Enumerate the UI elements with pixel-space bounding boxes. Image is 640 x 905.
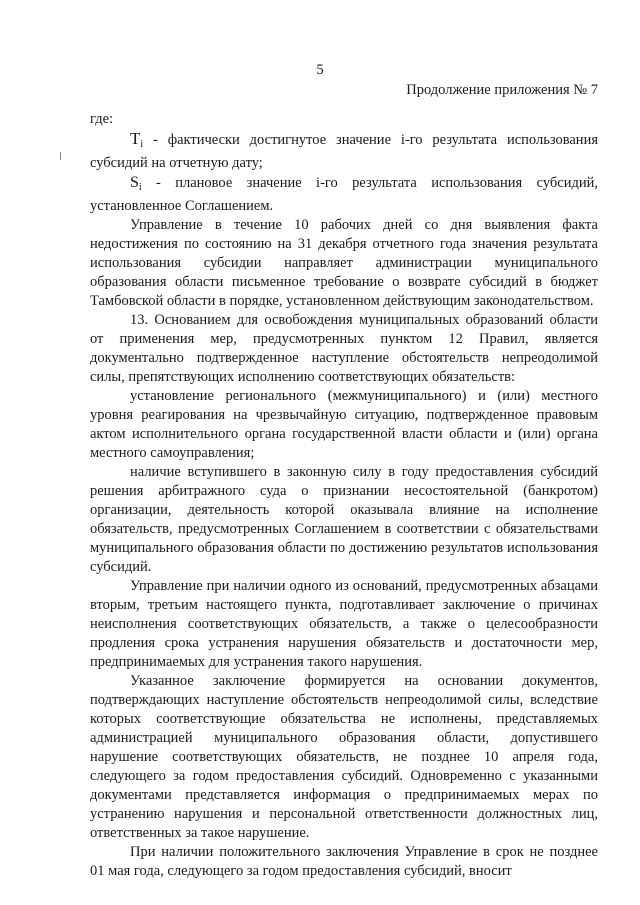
t-subscript: i (140, 139, 144, 150)
definition-t (90, 129, 598, 173)
paragraph-refund-requirement: Управление в течение 10 рабочих дней со дня выявления факта недостижения по состоянию на 31 декабря отчетного года значения результата использования субсидии направляет администрации муниципального образования области письменное требование о возврате субсидий в бюджет Тамбовской области в порядке, установленном действующим законодательством. (90, 217, 598, 309)
paragraph-13-grounds: 13. Основанием для освобождения муниципальных образований области от применения мер, предусмотренных пунктом 12 Правил, является документально подтвержденное наступление обстоятельств непреодолимой силы, препятствующих исполнению соответствующих обязательств: (90, 312, 598, 385)
definition-s (90, 173, 598, 216)
paragraph-conclusion: Управление при наличии одного из оснований, предусмотренных абзацами вторым, третьим настоящего пункта, подготавливает заключение о причинах неисполнения соответствующих обязательств, а также о целесообразности продления срока устранения нарушения обязательств и достаточности мер, предпринимаемых для устранения такого нарушения. (90, 578, 598, 670)
paragraph-positive-conclusion: При наличии положительного заключения Управление в срок не позднее 01 мая года, следующего за годом предоставления субсидий, вносит (90, 844, 598, 879)
paragraph-documents: Указанное заключение формируется на основании документов, подтверждающих наступление обстоятельств непреодолимой силы, вследствие которых соответствующие обязательства не исполнены, представляемых администрацией муниципального образования области, допустившего нарушение соответствующих обязательств, не позднее 10 апреля года, следующего за годом предоставления субсидий. Одновременно с указанными документами представляется информация о предпринимаемых мерах по устранению нарушения и персональной ответственности должностных лиц, ответственных за такое нарушение. (90, 673, 598, 841)
margin-mark (60, 152, 61, 160)
t-symbol: T (130, 129, 141, 148)
where-label: где: (90, 111, 114, 127)
paragraph-bankruptcy: наличие вступившего в законную силу в году предоставления субсидий решения арбитражного суда о признании несостоятельной (банкротом) организации, деятельность которой оказывала влияние на исполнение обязательств, предусмотренных Соглашением в соответствии с обязательствами муниципального образования области по достижению результатов использования субсидий. (90, 464, 598, 575)
document-body (90, 110, 598, 881)
paragraph-emergency: установление регионального (межмуниципального) и (или) местного уровня реагирования на чрезвычайную ситуацию, подтвержденное правовым актом исполнительного органа государственной власти области и (или) органа местного самоуправления; (90, 388, 598, 461)
t-definition-text: - фактически достигнутое значение i-го результата использования субсидий на отчетную дату; (90, 132, 598, 171)
appendix-note: Продолжение приложения № 7 (406, 82, 598, 98)
page-number: 5 (316, 62, 324, 78)
s-symbol: S (130, 174, 139, 191)
s-definition-text: - плановое значение i-го результата использования субсидий, установленное Соглашением. (90, 175, 598, 214)
s-subscript: i (138, 182, 142, 193)
